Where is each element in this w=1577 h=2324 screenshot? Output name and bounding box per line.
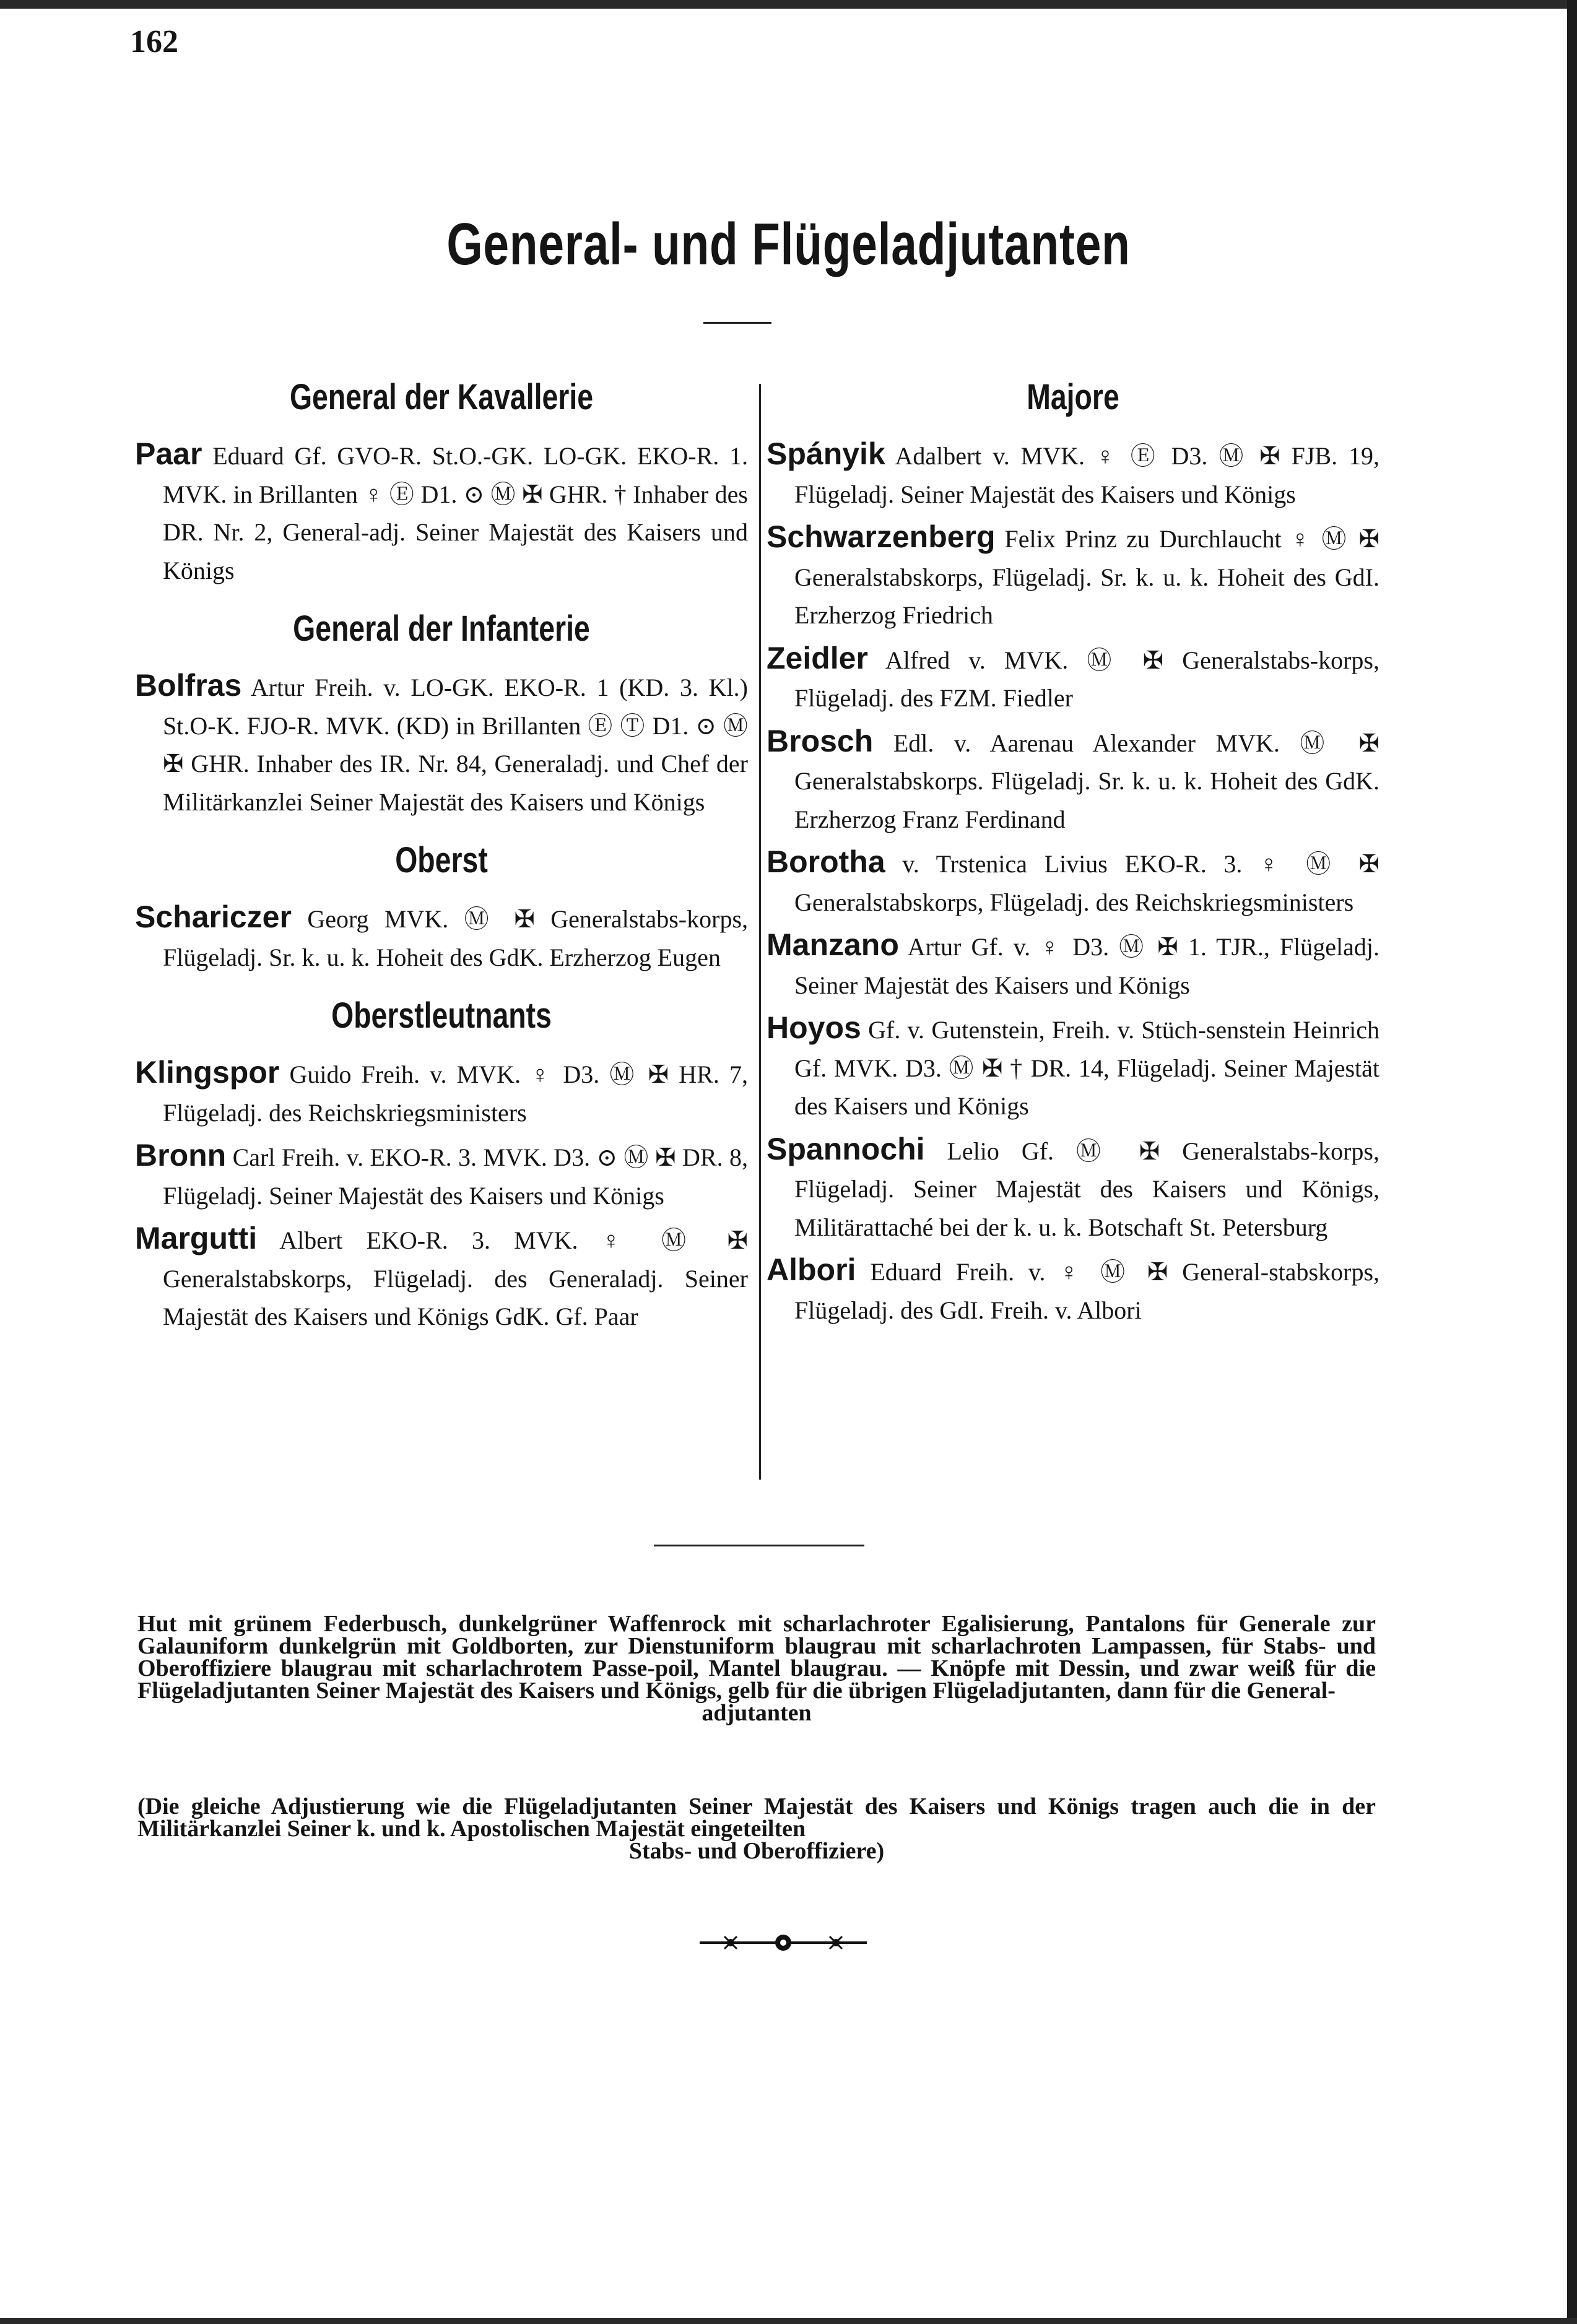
left-column (135, 376, 748, 1355)
footnote-adjustment-text: (Die gleiche Adjustierung wie die Flügeladjutanten Seiner Majestät des Kaisers und Königs tragen auch die in der Militärkanzlei Seiner k. und k. Apostolischen Majestät eingeteilten (137, 1793, 1376, 1842)
entry-margutti (135, 1220, 748, 1336)
footnote-uniform-end: adjutanten (702, 1700, 812, 1726)
entry-text: v. Trstenica Livius EKO-R. 3. ♀ Ⓜ ✠ Generalstabskorps, Flügeladj. des Reichskriegsministers (794, 850, 1380, 916)
entry-text: Eduard Freih. v. ♀ Ⓜ ✠ General-stabskorps, Flügeladj. des GdI. Freih. v. Albori (794, 1258, 1380, 1324)
entry-text: Gf. v. Gutenstein, Freih. v. Stüch-senstein Heinrich Gf. MVK. D3. Ⓜ ✠ † DR. 14, Flügeladj. Seiner Majestät des Kaisers und Königs (794, 1016, 1379, 1120)
entry-name: Bolfras (135, 668, 242, 703)
entry-name: Hoyos (767, 1010, 861, 1045)
section-rule (654, 1545, 864, 1546)
section-spacer (135, 826, 748, 839)
entry-brosch (767, 722, 1379, 839)
entry-paar (135, 435, 748, 589)
entry-hoyos (767, 1009, 1379, 1125)
entry-spnyik (767, 435, 1379, 513)
page-title: General- und Flügeladjutanten (446, 211, 1131, 277)
entry-text: Felix Prinz zu Durchlaucht ♀ Ⓜ ✠ Generalstabskorps, Flügeladj. Sr. k. u. k. Hoheit des GdI. Erzherzog Friedrich (794, 525, 1380, 629)
left-section-heading: General der Kavallerie (289, 377, 594, 417)
entry-text: Adalbert v. MVK. ♀ Ⓔ D3. Ⓜ ✠ FJB. 19, Flügeladj. Seiner Majestät des Kaisers und Königs (794, 442, 1380, 508)
scan-edge-bottom (0, 2318, 1577, 2324)
section-spacer (767, 1334, 1379, 1348)
right-column (767, 376, 1379, 1348)
right-section-heading: Majore (1027, 377, 1119, 417)
entry-text: Edl. v. Aarenau Alexander MVK. Ⓜ ✠ Generalstabskorps. Flügeladj. Sr. k. u. k. Hoheit des GdK. Erzherzog Franz Ferdinand (794, 729, 1379, 833)
footnote-uniform (137, 1613, 1376, 1724)
entry-name: Paar (135, 436, 202, 471)
entry-name: Borotha (767, 844, 885, 879)
entry-name: Zeidler (767, 640, 868, 675)
entry-name: Albori (767, 1252, 856, 1287)
entry-manzano (767, 926, 1379, 1004)
entry-klingspor (135, 1054, 748, 1132)
left-section-heading: Oberstleutnants (331, 995, 552, 1036)
entry-albori (767, 1251, 1379, 1329)
column-divider (759, 384, 761, 1480)
section-spacer (135, 981, 748, 995)
scan-edge-top (0, 0, 1577, 9)
entry-text: Alfred v. MVK. Ⓜ ✠ Generalstabs-korps, Flügeladj. des FZM. Fiedler (794, 646, 1379, 712)
entry-name: Klingspor (135, 1055, 280, 1090)
entry-name: Spányik (767, 436, 885, 471)
footnote-uniform-text: Hut mit grünem Federbusch, dunkelgrüner Waffenrock mit scharlachroter Egalisierung, Pantalons für Generale zur Galauniform dunkelgrün mit Goldborten, zur Dienstuniform blaugrau mit scharlachroten Lampassen, für Stabs- und Oberoffiziere blaugrau mit scharlachrotem Passe-poil, Mantel blaugrau. — Knöpfe mit Dessin, und zwar weiß für die Flügeladjutanten Seiner Majestät des Kaisers und Königs, gelb für die übrigen Flügeladjutanten, dann für die General- (137, 1611, 1376, 1704)
section-spacer (135, 594, 748, 608)
scan-edge-right (1567, 0, 1577, 2324)
entry-name: Manzano (767, 927, 899, 962)
entry-name: Bronn (135, 1138, 227, 1173)
page-number: 162 (130, 24, 178, 59)
entry-name: Spannochi (767, 1131, 925, 1166)
entry-name: Margutti (135, 1221, 258, 1255)
entry-borotha (767, 843, 1379, 921)
entry-spannochi (767, 1130, 1379, 1247)
entry-text: Artur Freih. v. LO-GK. EKO-R. 1 (KD. 3. Kl.) St.O-K. FJO-R. MVK. (KD) in Brillanten Ⓔ Ⓣ D1. ⊙ Ⓜ ✠ GHR. Inhaber des IR. Nr. 84, Generaladj. und Chef der Militärkanzlei Seiner Majestät des Kaisers und Königs (163, 674, 749, 816)
left-section-heading: General der Infanterie (293, 609, 590, 649)
entry-schwarzenberg (767, 518, 1379, 635)
entry-text: Lelio Gf. Ⓜ ✠ Generalstabs-korps, Flügeladj. Seiner Majestät des Kaisers und Königs, Militärattaché bei der k. u. k. Botschaft St. Petersburg (794, 1137, 1379, 1241)
entry-name: Schariczer (135, 900, 292, 934)
entry-bronn (135, 1137, 748, 1215)
footnote-adjustment (137, 1795, 1376, 1862)
section-spacer (135, 1341, 748, 1355)
entry-schariczer (135, 898, 748, 976)
entry-zeidler (767, 640, 1379, 718)
entry-name: Brosch (767, 723, 874, 758)
entry-bolfras (135, 667, 748, 821)
entry-text: Albert EKO-R. 3. MVK. ♀ Ⓜ ✠ Generalstabskorps, Flügeladj. des Generaladj. Seiner Majestät des Kaisers und Königs GdK. Gf. Paar (163, 1226, 749, 1330)
entry-text: Carl Freih. v. EKO-R. 3. MVK. D3. ⊙ Ⓜ ✠ DR. 8, Flügeladj. Seiner Majestät des Kaisers und Königs (163, 1143, 749, 1210)
ornament-divider-icon (700, 1930, 867, 1955)
footnote-adjustment-end: Stabs- und Oberoffiziere) (628, 1838, 885, 1864)
left-section-heading: Oberst (395, 840, 488, 880)
entry-text: Eduard Gf. GVO-R. St.O.-GK. LO-GK. EKO-R. 1. MVK. in Brillanten ♀ Ⓔ D1. ⊙ Ⓜ ✠ GHR. † Inhaber des DR. Nr. 2, General-adj. Seiner Majestät des Kaisers und Königs (163, 442, 748, 584)
entry-text: Georg MVK. Ⓜ ✠ Generalstabs-korps, Flügeladj. Sr. k. u. k. Hoheit des GdK. Erzherzog Eugen (163, 905, 749, 971)
title-rule (703, 322, 771, 324)
entry-text: Artur Gf. v. ♀ D3. Ⓜ ✠ 1. TJR., Flügeladj. Seiner Majestät des Kaisers und Königs (794, 933, 1379, 999)
entry-name: Schwarzenberg (767, 519, 996, 554)
entry-text: Guido Freih. v. MVK. ♀ D3. Ⓜ ✠ HR. 7, Flügeladj. des Reichskriegsministers (163, 1060, 749, 1127)
